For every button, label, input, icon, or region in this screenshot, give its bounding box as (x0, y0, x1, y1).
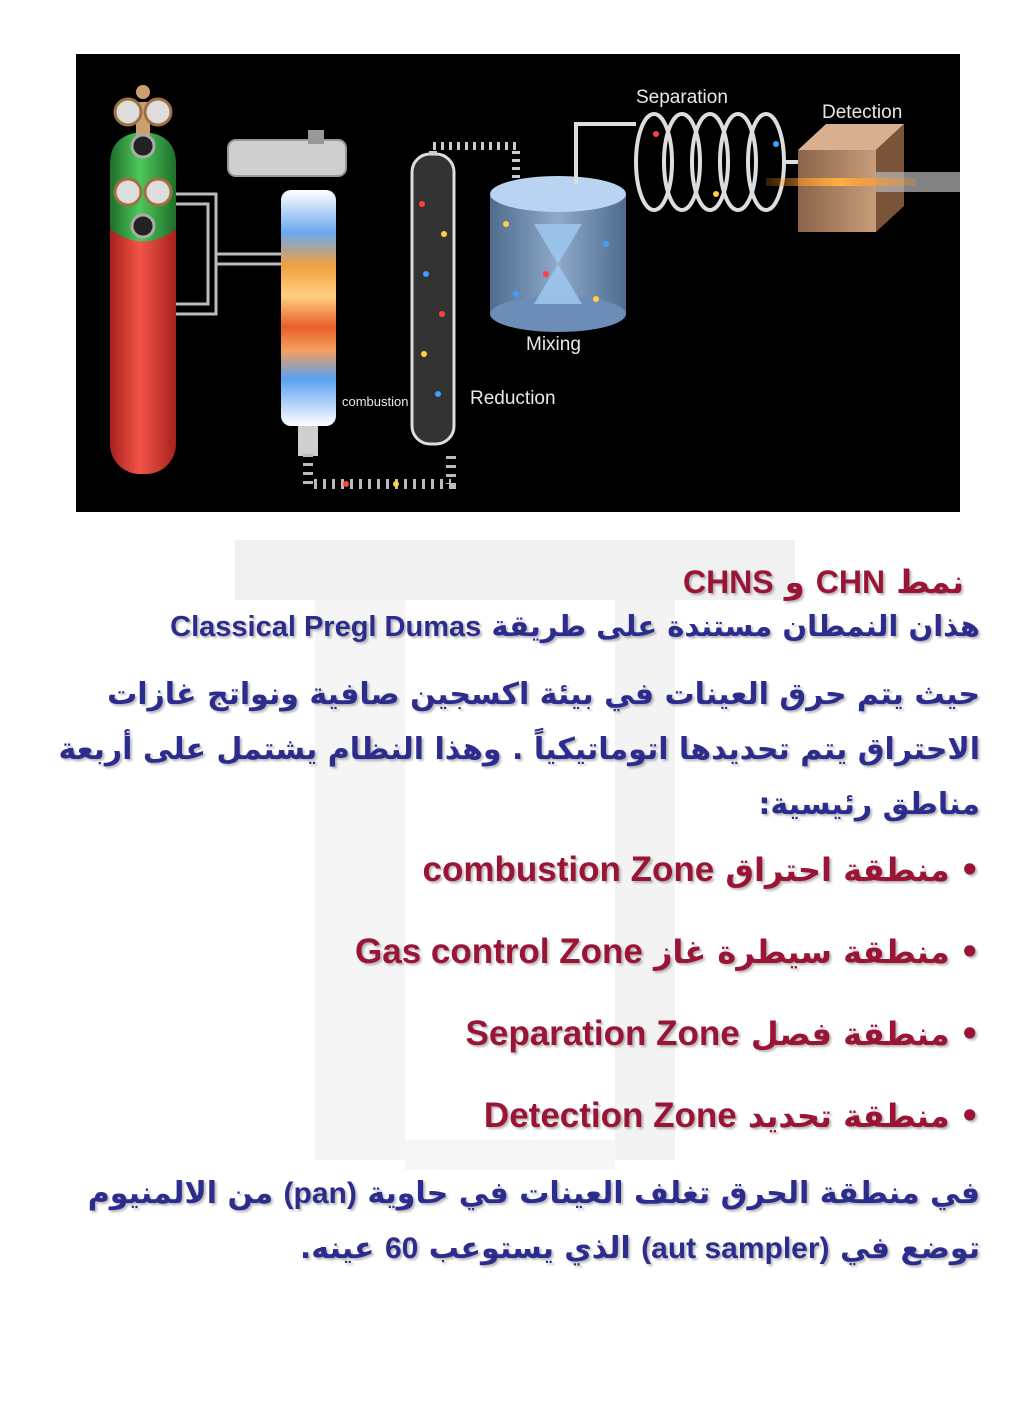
mixing-chamber (490, 176, 626, 332)
zone-arabic: منطقة تحديد (747, 1097, 950, 1135)
chn-analyzer-diagram (76, 54, 960, 512)
zone-arabic: منطقة احتراق (725, 851, 950, 889)
subtitle-method: Classical Pregl Dumas (170, 611, 482, 643)
closing-sampler: (aut sampler) (641, 1232, 830, 1265)
bullet-marker: • (959, 933, 980, 971)
zone-item-separation (40, 1014, 980, 1054)
bullet-marker: • (959, 1097, 980, 1135)
closing-pan: (pan) (283, 1177, 357, 1210)
title-and: و (784, 563, 805, 601)
closing-count: 60 (384, 1232, 419, 1265)
detector-box (766, 124, 960, 232)
zone-arabic: منطقة سيطرة غاز (653, 933, 950, 971)
slide-text (40, 560, 980, 1276)
zone-latin: Separation Zone (465, 1014, 740, 1053)
label-detection: Detection (822, 102, 903, 123)
closing-part3: الذي يستوعب (428, 1231, 631, 1266)
title-chns: CHNS (682, 564, 774, 600)
label-reduction: Reduction (470, 388, 556, 409)
transfer-tube (308, 454, 451, 484)
label-combustion: combustion (342, 394, 409, 409)
label-separation: Separation (636, 87, 728, 108)
zone-latin: Detection Zone (483, 1096, 737, 1135)
zone-item-gas-control (40, 932, 980, 972)
closing-part1: في منطقة الحرق تغلف العينات في حاوية (367, 1176, 980, 1211)
bullet-marker: • (959, 851, 980, 889)
zone-latin: Gas control Zone (355, 932, 643, 971)
gas-lines (176, 194, 281, 314)
combustion-furnace (228, 130, 346, 456)
slide-title (40, 560, 980, 604)
closing-paragraph (40, 1166, 980, 1276)
zone-arabic: منطقة فصل (750, 1015, 950, 1053)
zone-latin: combustion Zone (422, 850, 715, 889)
zone-item-detection (40, 1096, 980, 1136)
zone-item-combustion (40, 850, 980, 890)
title-prefix: نمط (896, 563, 964, 601)
closing-part4: عينه. (299, 1231, 375, 1266)
title-chn: CHN (815, 564, 886, 600)
label-mixing: Mixing (526, 334, 581, 355)
subtitle-arabic: هذان النمطان مستندة على طريقة (491, 609, 980, 643)
gas-cylinder (110, 85, 176, 474)
subtitle (40, 604, 980, 649)
closing-part2: من الالمنيوم توضع في (87, 1176, 980, 1266)
zone-list (40, 850, 980, 1136)
intro-paragraph: حيث يتم حرق العينات في بيئة اكسجين صافية ونواتج غازات الاحتراق يتم تحديدها اتوماتيكياً . وهذا النظام يشتمل على أربعة مناطق رئيسية: (58, 677, 980, 822)
bullet-marker: • (959, 1015, 980, 1053)
